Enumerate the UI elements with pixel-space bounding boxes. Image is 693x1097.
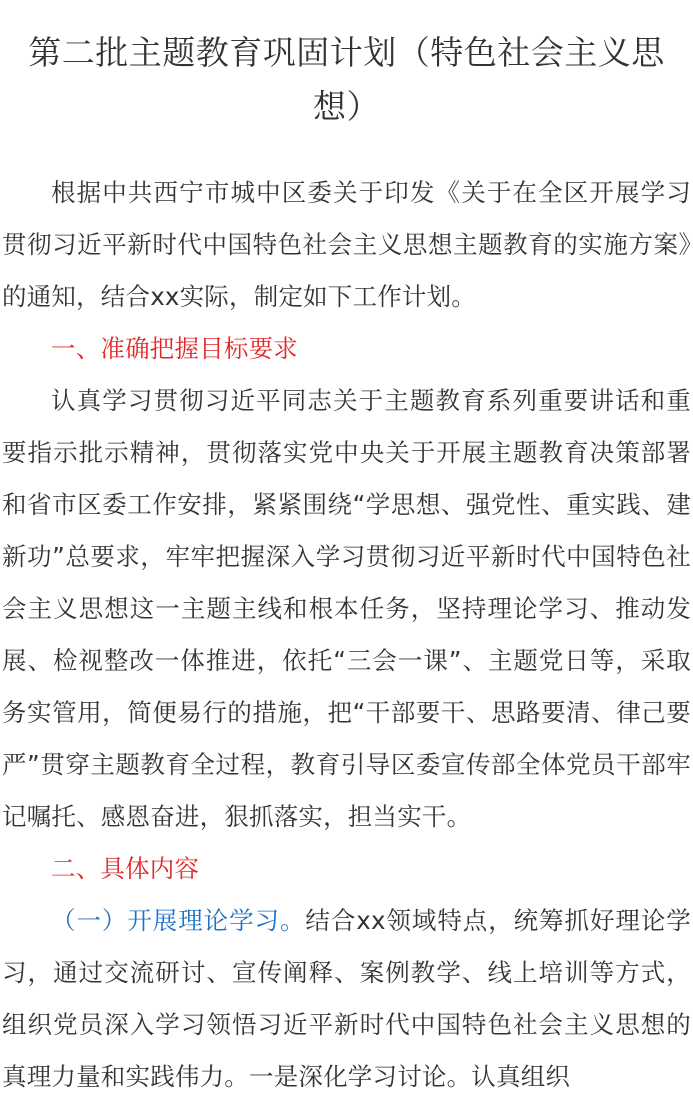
theory-study-paragraph [2, 895, 691, 1097]
goals-paragraph: 认真学习贯彻习近平同志关于主题教育系列重要讲话和重要指示批示精神，贯彻落实党中央关于开展主题教育决策部署和省市区委工作安排，紧紧围绕“学思想、强党性、重实践、建新功”总要求，牢牢把握深入学习贯彻习近平新时代中国特色社会主义思想这一主题主线和根本任务，坚持理论学习、推动发展、检视整改一体推进，依托“三会一课”、主题党日等，采取务实管用，简便易行的措施，把“干部要干、思路要清、律己要严”贯穿主题教育全过程，教育引导区委宣传部全体党员干部牢记嘱托、感恩奋进，狠抓落实，担当实干。 [2, 386, 691, 831]
intro-paragraph: 根据中共西宁市城中区委关于印发《关于在全区开展学习贯彻习近平新时代中国特色社会主义思想主题教育的实施方案》的通知，结合xx实际，制定如下工作计划。 [2, 178, 691, 311]
section-heading-content: 二、具体内容 [51, 854, 200, 883]
subsection-lead: （一）开展理论学习。 [51, 906, 306, 935]
section-heading-goals: 一、准确把握目标要求 [51, 334, 298, 363]
document-title: 第二批主题教育巩固计划（特色社会主义思想） [28, 33, 665, 126]
theory-study-text: 结合xx领域特点，统筹抓好理论学习，通过交流研讨、宣传阐释、案例教学、线上培训等方式，组织党员深入学习领悟习近平新时代中国特色社会主义思想的真理力量和实践伟力。一是深化学习讨论。认真组织 [2, 906, 691, 1091]
document-body [0, 167, 693, 1097]
